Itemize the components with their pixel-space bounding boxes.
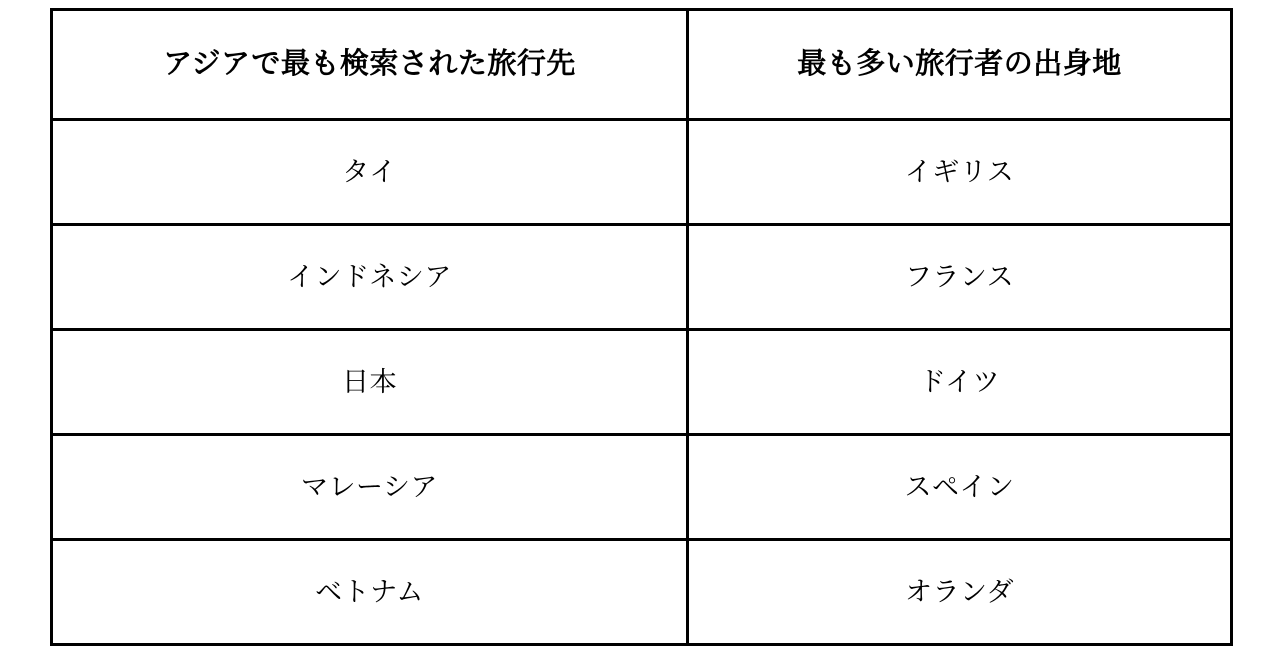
column-header-origins	[688, 10, 1232, 120]
table-cell-destination	[52, 330, 688, 435]
column-header-destinations-label: アジアで最も検索された旅行先	[163, 48, 576, 81]
cell-label: ベトナム	[315, 576, 424, 607]
table-container	[50, 8, 1230, 646]
column-header-origins-label: 最も多い旅行者の出身地	[797, 48, 1122, 81]
table-cell-destination	[52, 225, 688, 330]
table-row	[52, 330, 1232, 435]
cell-label: 日本	[342, 366, 397, 397]
cell-label: ドイツ	[918, 366, 1001, 397]
cell-label: マレーシア	[301, 471, 438, 502]
table-cell-origin	[688, 540, 1232, 645]
column-header-destinations	[52, 10, 688, 120]
cell-label: オランダ	[905, 576, 1014, 607]
cell-label: インドネシア	[287, 261, 452, 292]
table-row	[52, 225, 1232, 330]
cell-label: フランス	[904, 261, 1015, 292]
table-row	[52, 540, 1232, 645]
table-row	[52, 435, 1232, 540]
table-body	[52, 120, 1232, 645]
table-cell-origin	[688, 330, 1232, 435]
cell-label: タイ	[342, 156, 397, 187]
table-cell-destination	[52, 540, 688, 645]
table-cell-origin	[688, 435, 1232, 540]
table-row	[52, 120, 1232, 225]
table-header-row	[52, 10, 1232, 120]
comparison-table	[50, 8, 1233, 646]
table-cell-destination	[52, 435, 688, 540]
table-cell-destination	[52, 120, 688, 225]
table-cell-origin	[688, 120, 1232, 225]
cell-label: イギリス	[904, 156, 1015, 187]
cell-label: スペイン	[904, 471, 1015, 502]
table-cell-origin	[688, 225, 1232, 330]
table-header	[52, 10, 1232, 120]
